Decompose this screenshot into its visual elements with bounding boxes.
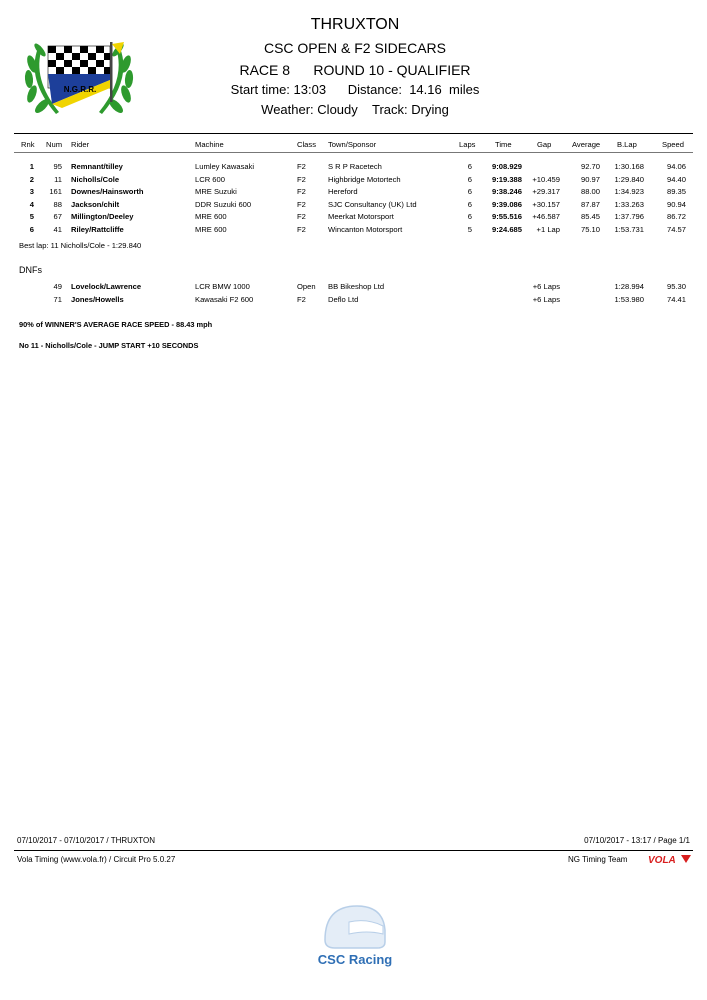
cell-speed: 90.94 <box>666 199 686 209</box>
start-time: 13:03 <box>293 82 327 97</box>
col-sponsor: Town/Sponsor <box>328 140 377 149</box>
dnf-title: DNFs <box>19 265 42 275</box>
table-row <box>0 200 707 210</box>
start-label: Start time: <box>230 82 290 97</box>
cell-num: 67 <box>53 212 62 221</box>
cell-time: 9:08.929 <box>492 162 522 171</box>
col-blap: B.Lap <box>617 140 637 149</box>
cell-rank: 1 <box>29 162 34 171</box>
best-lap-note: Best lap: 11 Nicholls/Cole - 1:29.840 <box>19 241 142 250</box>
col-laps: Laps <box>459 140 476 149</box>
table-row <box>0 175 707 185</box>
event-title: CSC OPEN & F2 SIDECARS <box>263 40 447 56</box>
cell-rank: 6 <box>29 224 34 234</box>
cell-machine: DDR Suzuki 600 <box>195 199 252 209</box>
cell-rider: Jones/Howells <box>71 294 124 304</box>
cell-num: 41 <box>53 224 62 234</box>
cell-blap: 1:29.840 <box>614 174 644 184</box>
cell-average: 92.70 <box>580 162 600 171</box>
cell-time: 9:38.246 <box>492 187 522 196</box>
cell-speed: 95.30 <box>666 282 686 291</box>
track-value: Drying <box>411 102 449 117</box>
cell-class: F2 <box>297 187 306 196</box>
start-distance-line <box>200 82 510 97</box>
table-row <box>0 162 707 172</box>
cell-num: 49 <box>53 282 62 291</box>
cell-average: 88.00 <box>580 187 600 196</box>
cell-laps: 6 <box>467 174 472 184</box>
cell-num: 95 <box>53 162 62 171</box>
cell-rider: Lovelock/Lawrence <box>71 282 142 291</box>
cell-speed: 74.57 <box>666 224 686 234</box>
cell-average: 87.87 <box>580 199 600 209</box>
cell-laps: 6 <box>467 199 472 209</box>
cell-sponsor: Wincanton Motorsport <box>328 224 403 234</box>
footer-rule <box>14 850 693 851</box>
cell-machine: LCR BMW 1000 <box>195 282 250 291</box>
cell-gap: +46.587 <box>532 212 560 221</box>
cell-sponsor: Highbridge Motortech <box>328 174 401 184</box>
csc-racing-logo <box>305 900 405 972</box>
table-row <box>0 225 707 235</box>
col-time: Time <box>495 140 512 149</box>
venue-title: THRUXTON <box>310 16 400 33</box>
cell-blap: 1:53.731 <box>614 224 644 234</box>
vola-logo-text: VOLA <box>648 855 676 866</box>
col-average: Average <box>572 140 601 149</box>
footer-date-venue: 07/10/2017 - 07/10/2017 / THRUXTON <box>17 836 156 845</box>
cell-machine: Lumley Kawasaki <box>195 162 255 171</box>
penalty-note: No 11 - Nicholls/Cole - JUMP START +10 SECONDS <box>19 341 199 350</box>
weather-value: Cloudy <box>317 102 358 117</box>
cell-blap: 1:30.168 <box>614 162 644 171</box>
cell-laps: 6 <box>467 212 472 221</box>
cell-num: 161 <box>49 187 62 196</box>
cell-machine: Kawasaki F2 600 <box>195 294 254 304</box>
cell-gap: +6 Laps <box>532 294 560 304</box>
cell-num: 11 <box>54 174 62 184</box>
cell-blap: 1:53.980 <box>614 294 644 304</box>
cell-gap: +30.157 <box>532 199 560 209</box>
cell-sponsor: Meerkat Motorsport <box>328 212 394 221</box>
col-gap: Gap <box>537 140 552 149</box>
speed-note: 90% of WINNER'S AVERAGE RACE SPEED - 88.43 mph <box>19 320 213 329</box>
ngrr-logo <box>22 34 136 118</box>
cell-machine: MRE 600 <box>195 212 227 221</box>
distance-value: 14.16 <box>409 82 442 97</box>
conditions-line <box>200 102 510 117</box>
cell-blap: 1:34.923 <box>614 187 644 196</box>
cell-class: F2 <box>297 199 306 209</box>
column-headers <box>0 140 707 150</box>
distance-label: Distance: <box>347 82 402 97</box>
cell-rider: Millington/Deeley <box>71 212 134 221</box>
cell-class: Open <box>297 282 316 291</box>
vola-mark-icon <box>681 855 691 863</box>
cell-rider: Remnant/tilley <box>71 162 123 171</box>
table-row <box>0 295 707 305</box>
cell-class: F2 <box>297 224 306 234</box>
footer-software: Vola Timing (www.vola.fr) / Circuit Pro 5.0.27 <box>17 855 176 864</box>
table-row <box>0 212 707 222</box>
cell-speed: 86.72 <box>666 212 686 221</box>
col-class: Class <box>297 140 316 149</box>
cell-class: F2 <box>297 174 306 184</box>
footer-timestamp-page: 07/10/2017 - 13:17 / Page 1/1 <box>584 836 690 845</box>
cell-sponsor: SJC Consultancy (UK) Ltd <box>328 199 417 209</box>
cell-num: 71 <box>53 294 62 304</box>
cell-rider: Downes/Hainsworth <box>71 187 144 196</box>
cell-laps: 6 <box>467 187 472 196</box>
cell-rider: Nicholls/Cole <box>71 174 120 184</box>
distance-unit: miles <box>448 82 480 97</box>
cell-time: 9:19.388 <box>492 174 522 184</box>
cell-rank: 3 <box>29 187 34 196</box>
cell-gap: +6 Laps <box>532 282 560 291</box>
col-rider: Rider <box>71 140 90 149</box>
header-rule <box>14 133 693 134</box>
cell-blap: 1:28.994 <box>614 282 644 291</box>
col-machine: Machine <box>195 140 224 149</box>
cell-blap: 1:37.796 <box>614 212 644 221</box>
cell-sponsor: S R P Racetech <box>328 162 382 171</box>
track-label: Track: <box>371 102 408 117</box>
cell-laps: 6 <box>467 162 472 171</box>
cell-speed: 89.35 <box>666 187 686 196</box>
column-rule <box>14 152 693 153</box>
cell-rider: Riley/Rattcliffe <box>71 224 124 234</box>
col-num: Num <box>46 140 63 149</box>
footer-team: NG Timing Team <box>568 855 628 864</box>
cell-machine: MRE 600 <box>195 224 227 234</box>
cell-gap: +10.459 <box>532 174 560 184</box>
cell-gap: +1 Lap <box>536 224 560 234</box>
col-speed: Speed <box>662 140 684 149</box>
cell-laps: 5 <box>467 224 472 234</box>
weather-label: Weather: <box>261 102 314 117</box>
logo-text: N.G.R.R. <box>63 85 97 94</box>
cell-time: 9:55.516 <box>492 212 522 221</box>
cell-gap: +29.317 <box>532 187 560 196</box>
cell-num: 88 <box>53 199 62 209</box>
cell-speed: 94.40 <box>666 174 686 184</box>
cell-rider: Jackson/chilt <box>71 199 120 209</box>
cell-average: 85.45 <box>580 212 600 221</box>
table-row <box>0 282 707 292</box>
cell-average: 75.10 <box>580 224 600 234</box>
race-label: RACE 8 <box>239 62 291 78</box>
helmet-icon <box>325 906 385 948</box>
cell-class: F2 <box>297 162 306 171</box>
race-round-line <box>200 62 510 78</box>
cell-rank: 2 <box>29 174 34 184</box>
cell-class: F2 <box>297 294 306 304</box>
cell-sponsor: Deflo Ltd <box>328 294 359 304</box>
vola-logo <box>648 852 692 866</box>
cell-machine: MRE Suzuki <box>195 187 237 196</box>
cell-time: 9:39.086 <box>492 199 522 209</box>
cell-class: F2 <box>297 212 306 221</box>
cell-speed: 94.06 <box>666 162 686 171</box>
col-rank: Rnk <box>21 140 35 149</box>
round-label: ROUND 10 - QUALIFIER <box>313 62 471 78</box>
cell-blap: 1:33.263 <box>614 199 644 209</box>
cell-speed: 74.41 <box>666 294 686 304</box>
cell-rank: 5 <box>29 212 34 221</box>
table-row <box>0 187 707 197</box>
cell-rank: 4 <box>29 199 34 209</box>
cell-average: 90.97 <box>580 174 600 184</box>
csc-racing-text: CSC Racing <box>317 952 393 967</box>
cell-sponsor: Hereford <box>328 187 358 196</box>
cell-sponsor: BB Bikeshop Ltd <box>328 282 385 291</box>
cell-time: 9:24.685 <box>492 224 522 234</box>
cell-machine: LCR 600 <box>195 174 225 184</box>
